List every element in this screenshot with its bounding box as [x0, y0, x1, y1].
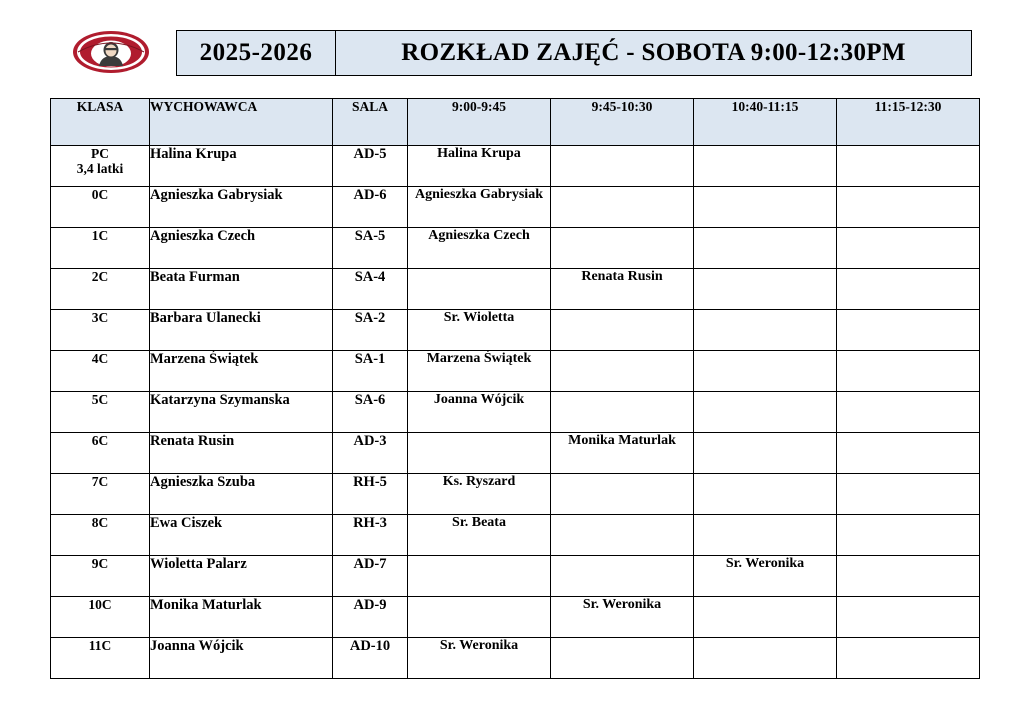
cell-klasa: 5C [51, 392, 150, 433]
title-banner [176, 30, 972, 76]
table-row [51, 638, 980, 679]
cell-slot-2 [551, 638, 694, 679]
cell-sala: AD-6 [333, 187, 408, 228]
cell-slot-1 [408, 597, 551, 638]
cell-sala: AD-3 [333, 433, 408, 474]
table-row [51, 146, 980, 187]
column-header-slot-1: 9:00-9:45 [408, 99, 551, 146]
cell-slot-3 [694, 474, 837, 515]
cell-slot-1: Halina Krupa [408, 146, 551, 187]
cell-slot-2 [551, 392, 694, 433]
cell-slot-1 [408, 433, 551, 474]
table-body [51, 146, 980, 679]
cell-slot-1: Sr. Weronika [408, 638, 551, 679]
table-row [51, 187, 980, 228]
table-row [51, 515, 980, 556]
cell-klasa: 9C [51, 556, 150, 597]
cell-wychowawca: Renata Rusin [150, 433, 333, 474]
cell-slot-2 [551, 187, 694, 228]
cell-slot-4 [837, 515, 980, 556]
table-row [51, 310, 980, 351]
cell-slot-4 [837, 392, 980, 433]
cell-klasa: 8C [51, 515, 150, 556]
klasa-line-1: PC [91, 146, 109, 161]
cell-slot-3 [694, 146, 837, 187]
cell-sala: SA-5 [333, 228, 408, 269]
cell-slot-2 [551, 351, 694, 392]
cell-slot-3 [694, 228, 837, 269]
cell-wychowawca: Halina Krupa [150, 146, 333, 187]
cell-klasa: 1C [51, 228, 150, 269]
klasa-line-2: 3,4 latki [76, 161, 124, 177]
cell-sala: AD-10 [333, 638, 408, 679]
column-header-slot-2: 9:45-10:30 [551, 99, 694, 146]
cell-sala: SA-2 [333, 310, 408, 351]
schedule-table-container [50, 98, 974, 679]
column-header-sala: SALA [333, 99, 408, 146]
cell-slot-2 [551, 474, 694, 515]
cell-slot-1 [408, 269, 551, 310]
cell-slot-2: Sr. Weronika [551, 597, 694, 638]
table-row [51, 351, 980, 392]
cell-slot-1: Marzena Świątek [408, 351, 551, 392]
cell-slot-2 [551, 146, 694, 187]
cell-wychowawca: Agnieszka Gabrysiak [150, 187, 333, 228]
cell-slot-4 [837, 597, 980, 638]
cell-wychowawca: Joanna Wójcik [150, 638, 333, 679]
cell-slot-2: Monika Maturlak [551, 433, 694, 474]
cell-wychowawca: Katarzyna Szymanska [150, 392, 333, 433]
column-header-klasa: KLASA [51, 99, 150, 146]
cell-slot-3 [694, 433, 837, 474]
school-crest-logo [72, 30, 150, 74]
cell-slot-4 [837, 433, 980, 474]
cell-slot-2 [551, 556, 694, 597]
column-header-slot-3: 10:40-11:15 [694, 99, 837, 146]
cell-slot-3 [694, 515, 837, 556]
cell-slot-3 [694, 351, 837, 392]
table-row [51, 597, 980, 638]
document-header [0, 16, 1024, 78]
table-row [51, 269, 980, 310]
cell-slot-4 [837, 228, 980, 269]
cell-wychowawca: Ewa Ciszek [150, 515, 333, 556]
cell-slot-1: Sr. Beata [408, 515, 551, 556]
cell-slot-2 [551, 310, 694, 351]
cell-slot-1: Sr. Wioletta [408, 310, 551, 351]
cell-slot-3 [694, 187, 837, 228]
cell-klasa: 2C [51, 269, 150, 310]
cell-wychowawca: Beata Furman [150, 269, 333, 310]
cell-wychowawca: Agnieszka Czech [150, 228, 333, 269]
table-row [51, 392, 980, 433]
cell-klasa: 0C [51, 187, 150, 228]
cell-slot-4 [837, 474, 980, 515]
cell-slot-2 [551, 228, 694, 269]
cell-klasa: 4C [51, 351, 150, 392]
cell-slot-3 [694, 597, 837, 638]
cell-klasa: 10C [51, 597, 150, 638]
cell-wychowawca: Wioletta Palarz [150, 556, 333, 597]
cell-sala: SA-4 [333, 269, 408, 310]
cell-slot-4 [837, 638, 980, 679]
cell-slot-1: Joanna Wójcik [408, 392, 551, 433]
cell-klasa: 6C [51, 433, 150, 474]
cell-sala: RH-3 [333, 515, 408, 556]
cell-klasa: 3C [51, 310, 150, 351]
cell-sala: RH-5 [333, 474, 408, 515]
cell-slot-2: Renata Rusin [551, 269, 694, 310]
cell-slot-3 [694, 638, 837, 679]
column-header-slot-4: 11:15-12:30 [837, 99, 980, 146]
schedule-table [50, 98, 980, 679]
cell-slot-3 [694, 269, 837, 310]
cell-slot-1: Ks. Ryszard [408, 474, 551, 515]
school-year-label: 2025-2026 [177, 31, 336, 75]
page-title: ROZKŁAD ZAJĘĆ - SOBOTA 9:00-12:30PM [401, 39, 906, 66]
cell-slot-4 [837, 310, 980, 351]
column-header-wychowawca: WYCHOWAWCA [150, 99, 333, 146]
cell-slot-1: Agnieszka Gabrysiak [408, 187, 551, 228]
cell-slot-3 [694, 310, 837, 351]
cell-sala: AD-5 [333, 146, 408, 187]
cell-slot-3: Sr. Weronika [694, 556, 837, 597]
cell-slot-2 [551, 515, 694, 556]
table-row [51, 474, 980, 515]
cell-klasa: 7C [51, 474, 150, 515]
cell-wychowawca: Barbara Ulanecki [150, 310, 333, 351]
cell-wychowawca: Marzena Świątek [150, 351, 333, 392]
cell-klasa [51, 146, 150, 187]
cell-sala: AD-9 [333, 597, 408, 638]
cell-slot-4 [837, 187, 980, 228]
cell-slot-4 [837, 556, 980, 597]
cell-sala: AD-7 [333, 556, 408, 597]
table-header-row [51, 99, 980, 146]
cell-slot-3 [694, 392, 837, 433]
cell-slot-4 [837, 269, 980, 310]
cell-slot-4 [837, 351, 980, 392]
cell-sala: SA-6 [333, 392, 408, 433]
cell-slot-1 [408, 556, 551, 597]
table-row [51, 556, 980, 597]
cell-wychowawca: Monika Maturlak [150, 597, 333, 638]
cell-slot-4 [837, 146, 980, 187]
cell-klasa: 11C [51, 638, 150, 679]
cell-wychowawca: Agnieszka Szuba [150, 474, 333, 515]
cell-slot-1: Agnieszka Czech [408, 228, 551, 269]
table-row [51, 228, 980, 269]
cell-sala: SA-1 [333, 351, 408, 392]
table-row [51, 433, 980, 474]
